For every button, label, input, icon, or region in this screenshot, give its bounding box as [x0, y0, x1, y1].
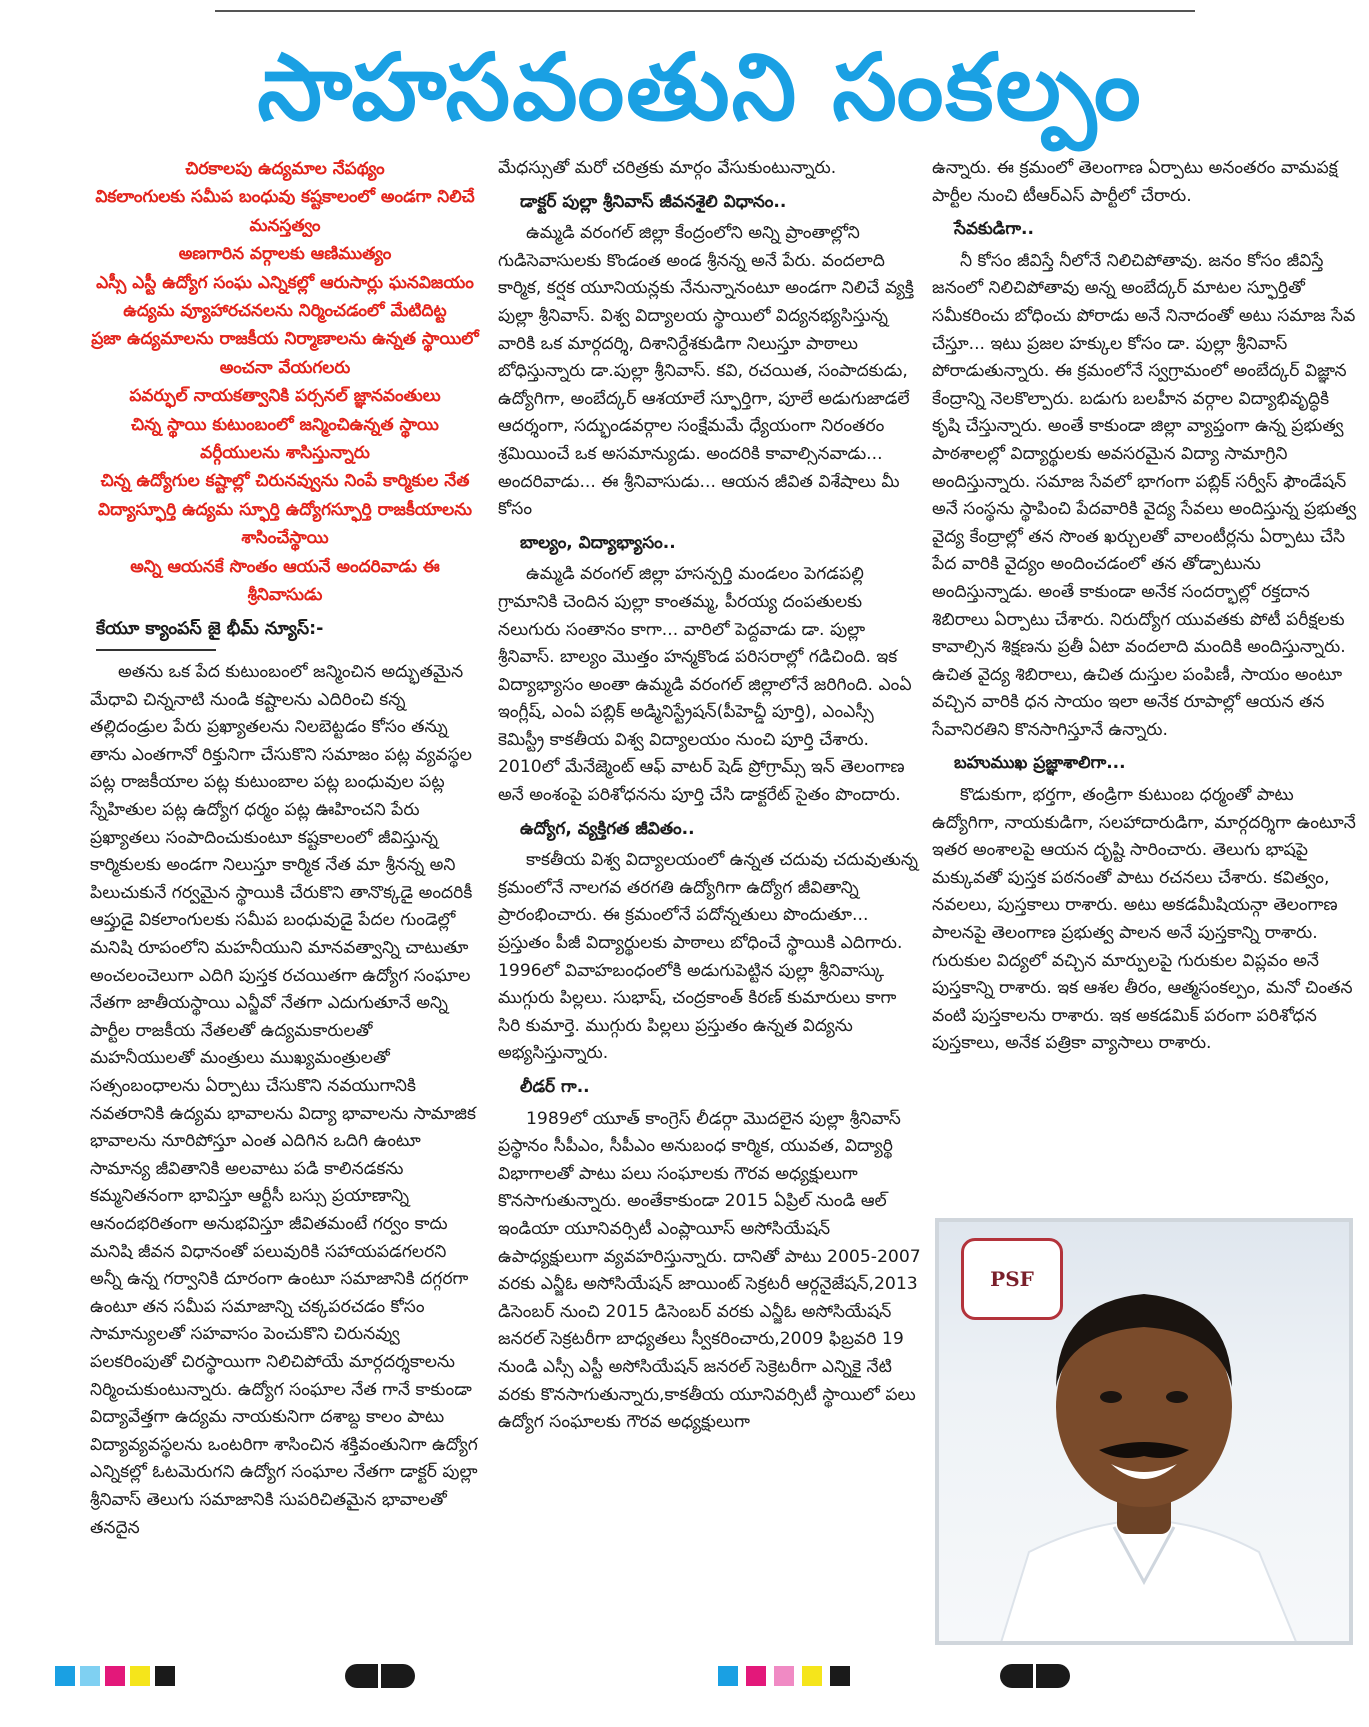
highlight-line: అన్ని ఆయనకే సొంతం ఆయనే అందరివాడు ఈ శ్రీనివాసుడు	[130, 556, 440, 606]
column-2	[498, 155, 923, 1610]
highlight-line: విద్యాస్ఫూర్తి ఉద్యమ స్ఫూర్తి ఉద్యోగస్ఫూర్తి రాజకీయాలను శాసించేస్థాయి	[97, 499, 473, 549]
article-body-col3	[932, 155, 1357, 1058]
highlight-line: చిన్న ఉద్యోగుల కష్టాల్లో చిరునవ్వును నింపే కార్మికుల నేత	[100, 471, 470, 492]
highlight-line: ప్రజా ఉద్యమాలను రాజకీయ నిర్మాణాలను ఉన్నత స్థాయిలో అంచనా వేయగలరు	[91, 329, 479, 378]
registration-pill	[345, 1664, 415, 1688]
registration-swatch-black	[830, 1666, 850, 1686]
paragraph: కొడుకుగా, భర్తగా, తండ్రిగా కుటుంబ ధర్మంతో పాటు ఉద్యోగిగా, నాయకుడిగా, సలహాదారుడిగా, మార్గదర్శిగా ఉంటూనే ఇతర అంశాలపై ఆయన దృష్టి సారించారు. తెలుగు భాషపై మక్కువతో పుస్తక పఠనంతో పాటు రచనలు చేశారు. కవిత్వం, నవలలు, పుస్తకాలు రాశారు. అటు అకడమీషియన్గా తెలంగాణ పాలనపై తెలంగాణ ప్రభుత్వ పాలన అనే పుస్తకాన్ని రాశారు. గురుకుల విద్యలో వచ్చిన మార్పులపై గురుకుల విప్లవం అనే పుస్తకాన్ని రాశారు. ఇక ఆశల తీరం, ఆత్మసంకల్పం, మనో చింతన వంటి పుస్తకాలను రాశారు. ఇక అకడమిక్ పరంగా పరిశోధన పుస్తకాలు, అనేక పత్రికా వ్యాసాలు రాశారు.	[932, 785, 1356, 1054]
headline: సాహసవంతుని సంకల్పం	[257, 34, 1143, 141]
highlight-line: చిన్న స్థాయి కుటుంబంలో జన్మించిఉన్నత స్థాయి వర్గీయులను శాసిస్తున్నారు	[131, 414, 439, 464]
subheading: బహుముఖ ప్రజ్ఞాశాలిగా...	[954, 753, 1126, 774]
registration-swatch-black	[155, 1666, 175, 1686]
paragraph: మేధస్సుతో మరో చరిత్రకు మార్గం వేసుకుంటున్నారు.	[498, 158, 837, 178]
article-body-col2	[498, 155, 923, 1437]
paragraph: ఉమ్మడి వరంగల్ జిల్లా హసన్పర్తి మండలం పెగడపల్లి గ్రామానికి చెందిన పుల్లా కాంతమ్మ, పీరయ్య దంపతులకు నలుగురు సంతానం కాగా... వారిలో పెద్దవాడు డా. పుల్లా శ్రీనివాస్. బాల్యం మొత్తం హన్మకొండ పరిసరాల్లో గడిచింది. ఇక విద్యాభ్యాసం అంతా ఉమ్మడి వరంగల్ జిల్లాలోనే జరిగింది. ఎంఏ ఇంగ్లీష్, ఎంఏ పబ్లిక్ అడ్మినిస్ట్రేషన్(పీహెచ్డీ పూర్తి), ఎంఎస్సీ కెమిస్ట్రీ కాకతీయ విశ్వ విద్యాలయం నుంచి పూర్తి చేశారు. 2010లో మేనేజ్మెంట్ ఆఫ్ వాటర్ షెడ్ ప్రోగ్రామ్స్ ఇన్ తెలంగాణ అనే అంశంపై పరిశోధనను పూర్తి చేసి డాక్టరేట్ సైతం పొందారు.	[498, 564, 912, 806]
highlight-line: వికలాంగులకు సమీప బంధువు కష్టకాలంలో అండగా నిలిచే మనస్తత్వం	[95, 187, 475, 236]
subheading: సేవకుడిగా..	[954, 219, 1034, 240]
byline-rule	[96, 649, 216, 651]
subheading: బాల్యం, విద్యాభ్యాసం..	[520, 532, 676, 553]
registration-swatch-yellow	[130, 1666, 150, 1686]
registration-swatch-magenta	[746, 1666, 766, 1686]
registration-swatch-cyan	[55, 1666, 75, 1686]
column-3	[932, 155, 1357, 1215]
subheading: డాక్టర్ పుల్లా శ్రీనివాస్ జీవనశైలి విధానం..	[520, 191, 787, 212]
registration-pill	[1000, 1664, 1070, 1688]
subheading: ఉద్యోగ, వ్యక్తిగత జీవితం..	[520, 818, 695, 839]
byline: కేయూ క్యాంపస్ జై భీమ్ న్యూస్:-	[96, 618, 324, 639]
paragraph: ఉన్నారు. ఈ క్రమంలో తెలంగాణ ఏర్పాటు అనంతరం వామపక్ష పార్టీల నుంచి టీఆర్ఎస్ పార్టీలో చేరారు.	[932, 158, 1338, 206]
top-rule	[215, 10, 1195, 12]
registration-swatch-pink	[774, 1666, 794, 1686]
paragraph: 1989లో యూత్ కాంగ్రెస్ లీడర్గా మొదలైన పుల్లా శ్రీనివాస్ ప్రస్థానం సీపీఎం, సీపీఎం అనుబంధ కార్మిక, యువత, విద్యార్థి విభాగాలతో పాటు పలు సంఘాలకు గౌరవ అధ్యక్షులుగా కొనసాగుతున్నారు. అంతేకాకుండా 2015 ఏప్రిల్ నుండి ఆల్ ఇండియా యూనివర్సిటీ ఎంప్లాయీస్ అసోసియేషన్ ఉపాధ్యక్షులుగా వ్యవహరిస్తున్నారు. దానితో పాటు 2005-2007 వరకు ఎన్జీఓ అసోసియేషన్ జాయింట్ సెక్రటరీ ఆర్గనైజేషన్,2013 డిసెంబర్ నుంచి 2015 డిసెంబర్ వరకు ఎన్జీఓ అసోసియేషన్ జనరల్ సెక్రటరీగా బాధ్యతలు స్వీకరించారు,2009 ఫిబ్రవరి 19 నుండి ఎస్సీ ఎస్టీ అసోసియేషన్ జనరల్ సెక్రెటరీగా ఎన్నికై నేటి వరకు కొనసాగుతున్నారు,కాకతీయ యూనివర్సిటీ స్థాయిలో పలు ఉద్యోగ సంఘాలకు గౌరవ అధ్యక్షులుగా	[498, 1108, 921, 1433]
portrait-photo	[935, 1218, 1353, 1645]
paragraph: అతను ఒక పేద కుటుంబంలో జన్మించిన అద్భుతమైన మేధావి చిన్ననాటి నుండి కష్టాలను ఎదిరించి కన్న తల్లిదండ్రుల పేరు ప్రఖ్యాతలను నిలబెట్టడం కోసం తన్ను తాను ఎంతగానో రిక్తునిగా చేసుకొని సమాజం పట్ల వ్యవస్థల పట్ల రాజకీయాల పట్ల కుటుంబాల పట్ల బంధువుల పట్ల స్నేహితుల పట్ల ఉద్యోగ ధర్మం పట్ల ఊహించని పేరు ప్రఖ్యాతలు సంపాదించుకుంటూ కష్టకాలంలో జీవిస్తున్న కార్మికులకు అండగా నిలుస్తూ కార్మిక నేత మా శ్రీనన్న అని పిలుచుకునే గర్వమైన స్థాయికి చేరుకొని తానొక్కడై అందరికీ ఆప్తుడై వికలాంగులకు సమీప బంధువుడై పేదల గుండెల్లో మనిషి రూపంలోని మహనీయుని మానవత్వాన్ని చాటుతూ అంచలంచెలుగా ఎదిగి పుస్తక రచయితగా ఉద్యోగ సంఘాల నేతగా జాతీయస్థాయి ఎన్జీవో నేతగా ఎదుగుతూనే అన్ని పార్టీల రాజకీయ నేతలతో ఉద్యమకారులతో మహనీయులతో మంత్రులు ముఖ్యమంత్రులతో సత్సంబంధాలను ఏర్పాటు చేసుకొని నవయుగానికి నవతరానికి ఉద్యమ భావాలను విద్యా భావాలను సామాజిక భావాలను నూరిపోస్తూ ఎంత ఎదిగిన ఒదిగి ఉంటూ సామాన్య జీవితానికి అలవాటు పడి కాలినడకను కమ్మనితనంగా భావిస్తూ ఆర్టీసీ బస్సు ప్రయాణాన్ని ఆనందభరితంగా అనుభవిస్తూ జీవితమంటే గర్వం కాదు మనిషి జీవన విధానంతో పలువురికి సహాయపడగలరని అన్నీ ఉన్న గర్వానికి దూరంగా ఉంటూ సమాజానికి దగ్గరగా ఉంటూ తన సమీప సమాజాన్ని చక్కపరచడం కోసం సామాన్యులతో సహవాసం పెంచుకొని చిరునవ్వు పలకరింపుతో చిరస్థాయిగా నిలిచిపోయే మార్గదర్శకాలను నిర్మించుకుంటున్నారు. ఉద్యోగ సంఘాల నేత గానే కాకుండా విద్యావేత్తగా ఉద్యమ నాయకునిగా దశాబ్ద కాలం పాటు విద్యావ్యవస్థలను ఒంటరిగా శాసించిన శక్తివంతునిగా ఉద్యోగ ఎన్నికల్లో ఓటమెరుగని ఉద్యోగ సంఘాల నేతగా డాక్టర్ పుల్లా శ్రీనివాస్ తెలుగు సమాజానికి సుపరిచితమైన భావాలతో తనదైన	[90, 662, 478, 1538]
portrait-illustration	[939, 1222, 1353, 1645]
registration-swatch-magenta	[105, 1666, 125, 1686]
registration-swatch-yellow	[802, 1666, 822, 1686]
highlight-line: ఎస్సీ ఎస్టీ ఉద్యోగ సంఘ ఎన్నికల్లో ఆరుసార్లు ఘనవిజయం	[96, 272, 474, 293]
highlights-block	[90, 155, 480, 610]
highlight-line: అణగారిన వర్గాలకు ఆణిముత్యం	[178, 244, 392, 265]
highlight-line: ఉద్యమ వ్యూహారచనలను నిర్మించడంలో మేటిదిట్ట	[123, 301, 447, 322]
psf-logo-text: PSF	[990, 1267, 1034, 1291]
paragraph: నీ కోసం జీవిస్తే నీలోనే నిలిచిపోతావు. జనం కోసం జీవిస్తే జనంలో నిలిచిపోతావు అన్న అంబేద్కర్ మాటల స్ఫూర్తితో సమీకరించు బోధించు పోరాడు అనే నినాదంతో అటు సమాజ సేవ చేస్తూ... ఇటు ప్రజల హక్కుల కోసం డా. పుల్లా శ్రీనివాస్ పోరాడుతున్నారు. ఈ క్రమంలోనే స్వగ్రామంలో అంబేద్కర్ విజ్ఞాన కేంద్రాన్ని నెలకొల్పారు. బడుగు బలహీన వర్గాల విద్యాభివృద్ధికి కృషి చేస్తున్నారు. అంతే కాకుండా జిల్లా వ్యాప్తంగా ఉన్న ప్రభుత్వ పాఠశాలల్లో విద్యార్థులకు అవసరమైన విద్యా సామాగ్రిని అందిస్తున్నారు. సమాజ సేవలో భాగంగా పబ్లిక్ సర్వీస్ ఫౌండేషన్ అనే సంస్థను స్థాపించి పేదవారికి వైద్య సేవలు అందిస్తున్న ప్రభుత్వ వైద్య కేంద్రాల్లో తన సొంత ఖర్చులతో వాలంటీర్లను ఏర్పాటు చేసి పేద వారికి వైద్యం అందించడంలో తన తోడ్పాటును అందిస్తున్నాడు. అంతే కాకుండా అనేక సందర్భాల్లో రక్తదాన శిబిరాలు ఏర్పాటు చేశారు. నిరుద్యోగ యువతకు పోటీ పరీక్షలకు కావాల్సిన శిక్షణను ప్రతీ ఏటా వందలాది మందికి అందిస్తున్నారు. ఉచిత వైద్య శిబిరాలు, ఉచిత దుస్తుల పంపిణీ, సాయం అంటూ వచ్చిన వారికి ధన సాయం ఇలా అనేక రూపాల్లో ఆయన తన సేవానిరతిని కొనసాగిస్తూనే ఉన్నారు.	[932, 250, 1357, 740]
highlight-line: చిరకాలపు ఉద్యమాల నేపథ్యం	[185, 159, 385, 179]
paragraph: ఉమ్మడి వరంగల్ జిల్లా కేంద్రంలోని అన్ని ప్రాంతాల్లోని గుడిసెవాసులకు కొండంత అండ శ్రీనన్న అనే పేరు. వందలాది కార్మిక, కర్షక యూనియన్లకు నేనున్నానంటూ అండగా నిలిచే వ్యక్తి పుల్లా శ్రీనివాస్. విశ్వ విద్యాలయ స్థాయిలో విద్యనభ్యసిస్తున్న వారికి ఒక మార్గదర్శి, దిశానిర్దేశకుడిగా నిలుస్తూ పాఠాలు బోధిస్తున్నారు డా.పుల్లా శ్రీనివాస్. కవి, రచయిత, సంపాదకుడు, ఉద్యోగిగా, అంబేద్కర్ ఆశయాలే స్ఫూర్తిగా, పూలే అడుగుజాడలే ఆదర్శంగా, సద్భుండవర్గాల సంక్షేమమే ధ్యేయంగా నిరంతరం శ్రమియించే ఒక అసమాన్యుడు. అందరికి కావాల్సినవాడు... అందరివాడు... ఈ శ్రీనివాసుడు... ఆయన జీవిత విశేషాలు మీ కోసం	[498, 223, 914, 520]
registration-swatch-cyan	[718, 1666, 738, 1686]
paragraph: కాకతీయ విశ్వ విద్యాలయంలో ఉన్నత చదువు చదువుతున్న క్రమంలోనే నాలగవ తరగతి ఉద్యోగిగా ఉద్యోగ జీవితాన్ని ప్రారంభించారు. ఈ క్రమంలోనే పదోన్నతులు పొందుతూ... ప్రస్తుతం పీజీ విద్యార్థులకు పాఠాలు బోధించే స్థాయికి ఎదిగారు. 1996లో వివాహబంధంలోకి అడుగుపెట్టిన పుల్లా శ్రీనివాస్కు ముగ్గురు పిల్లలు. సుభాష్, చంద్రకాంత్ కిరణ్ కుమారులు కాగా సిరి కుమార్తె. ముగ్గురు పిల్లలు ప్రస్తుతం ఉన్నత విద్యను అభ్యసిస్తున్నారు.	[498, 850, 918, 1064]
column-1	[90, 155, 480, 1645]
registration-swatch-light-cyan	[80, 1666, 100, 1686]
subheading: లీడర్ గా..	[520, 1077, 590, 1097]
article-body-col1	[90, 659, 480, 1542]
highlight-line: పవర్ఫుల్ నాయకత్వానికి పర్సనల్ జ్ఞానవంతులు	[129, 386, 441, 407]
